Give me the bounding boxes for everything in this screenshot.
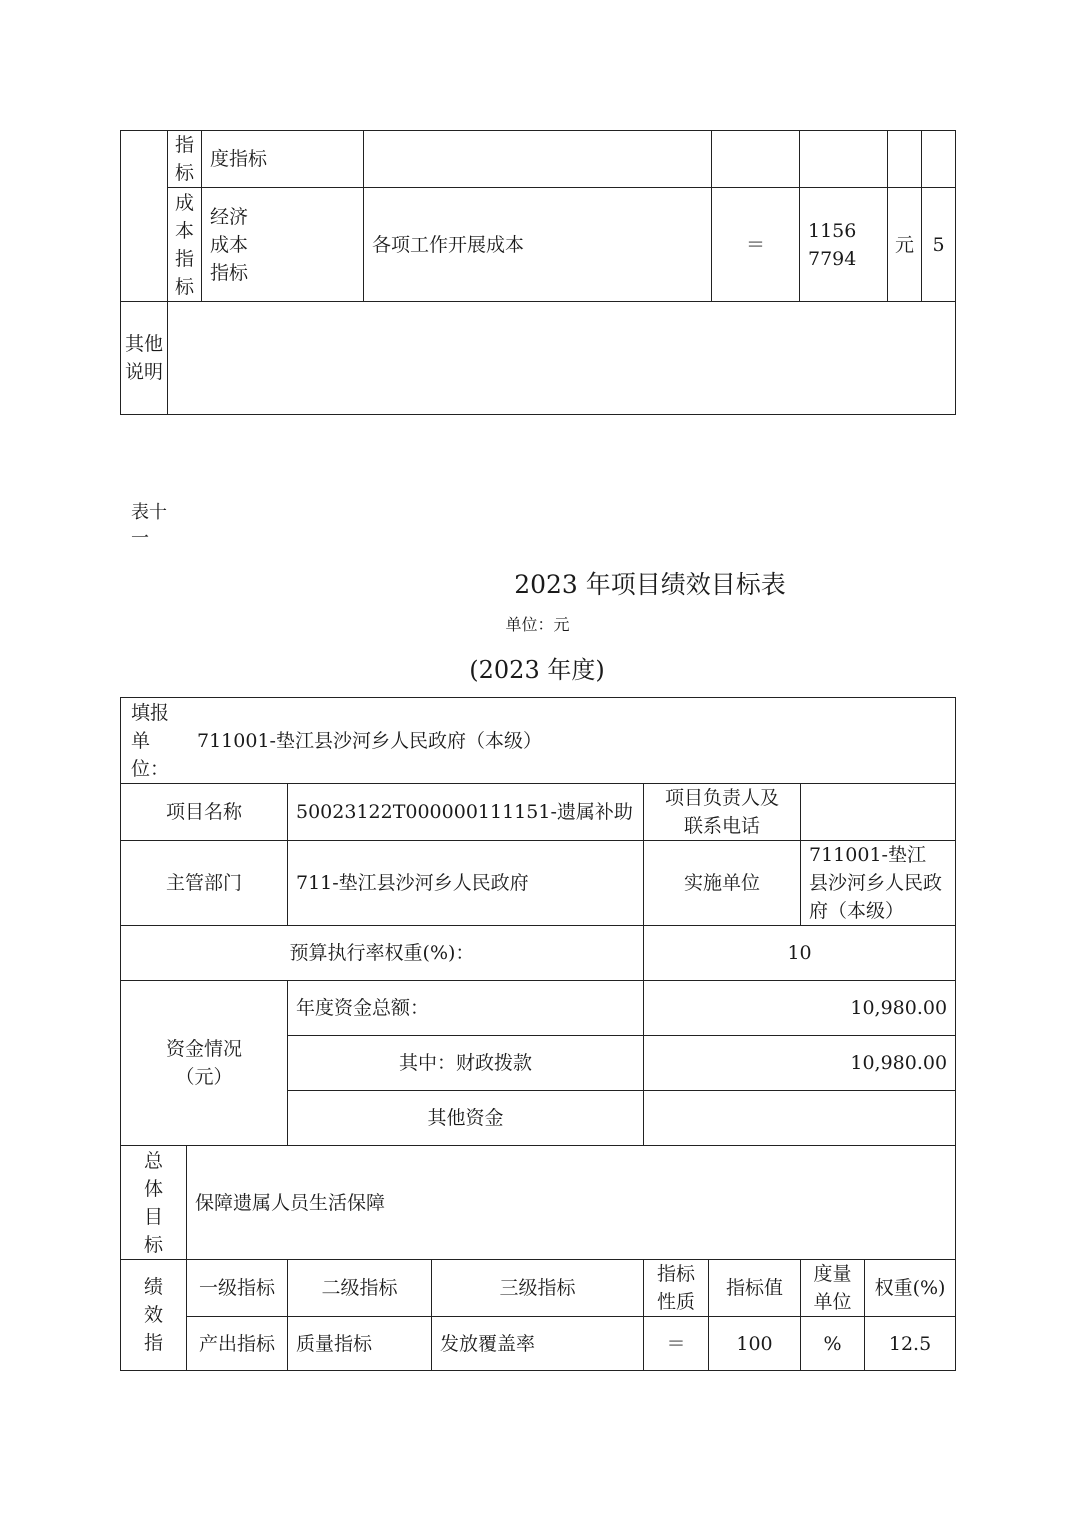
data-cell: 质量指标 (288, 1317, 432, 1371)
table-row (121, 131, 956, 188)
table-row (121, 1146, 956, 1260)
merged-left-cell (121, 131, 168, 302)
cost-value (800, 188, 888, 302)
goal-label-text: 总体目标 (143, 1149, 163, 1256)
table-row (121, 188, 956, 302)
impl-label: 实施单位 (644, 841, 801, 926)
table-number: 表十一 (131, 502, 167, 549)
table-row (121, 698, 956, 784)
header-cell: 三级指标 (432, 1260, 644, 1317)
page-title: 2023 年项目绩效目标表 (514, 570, 786, 599)
indicator-value-cell (712, 131, 800, 188)
header-cell-text: 度量单位 (813, 1263, 852, 1313)
project-name-label: 项目名称 (121, 784, 288, 841)
data-cell: ＝ (644, 1317, 709, 1371)
goal-value: 保障遗属人员生活保障 (187, 1146, 956, 1260)
indicator-value-cell (922, 131, 956, 188)
impl-value (801, 841, 956, 926)
budget-rate-value: 10 (644, 926, 956, 981)
economic-cost-label (202, 188, 364, 302)
perf-label (121, 1260, 187, 1371)
indicator-value-cell (888, 131, 922, 188)
budget-rate-label: 预算执行率权重(%)： (121, 926, 644, 981)
cost-indicator-label: 成本指标 (168, 188, 202, 302)
dept-value: 711-垫江县沙河乡人民政府 (288, 841, 644, 926)
contact-label (644, 784, 801, 841)
indicator-value-cell (364, 131, 712, 188)
table-row (121, 926, 956, 981)
impl-value-text: 711001-垫江县沙河乡人民政府（本级） (809, 844, 943, 922)
table-row (121, 1317, 956, 1371)
data-cell: 100 (709, 1317, 801, 1371)
data-cell: 发放覆盖率 (432, 1317, 644, 1371)
cost-operator: ＝ (712, 188, 800, 302)
filler-unit-cell (121, 698, 956, 784)
header-cell (801, 1260, 865, 1317)
cost-description: 各项工作开展成本 (364, 188, 712, 302)
other-funds-label: 其他资金 (288, 1091, 644, 1146)
fiscal-label: 其中：财政拨款 (288, 1036, 644, 1091)
filler-unit-row (131, 699, 947, 783)
indicator-value-cell (800, 131, 888, 188)
cost-unit: 元 (888, 188, 922, 302)
table-row (121, 841, 956, 926)
data-cell: 产出指标 (187, 1317, 288, 1371)
dept-label: 主管部门 (121, 841, 288, 926)
top-indicator-table (120, 130, 956, 415)
table-row (121, 1260, 956, 1317)
project-name-value: 50023122T000000111151-遗属补助 (288, 784, 644, 841)
filler-unit-label: 填报单位： (131, 701, 170, 780)
indicator-label-cell: 指标 (168, 131, 202, 188)
other-notes-label: 其他说明 (121, 302, 168, 415)
perf-label-text: 绩效指 (143, 1276, 163, 1354)
funds-label-text: 资金情况（元） (165, 1038, 242, 1088)
other-funds-value (644, 1091, 956, 1146)
cost-weight: 5 (922, 188, 956, 302)
other-notes-value (168, 302, 956, 415)
header-cell: 一级指标 (187, 1260, 288, 1317)
contact-value (801, 784, 956, 841)
contact-label-text: 项目负责人及联系电话 (664, 787, 779, 837)
table-row (121, 302, 956, 415)
filler-unit-value: 711001-垫江县沙河乡人民政府（本级） (197, 729, 542, 752)
header-cell: 权重(%) (865, 1260, 956, 1317)
table-row (121, 981, 956, 1036)
cost-value-text: 11567794 (808, 219, 857, 270)
unit-label: 单位：元 (505, 615, 570, 634)
annual-total-label: 年度资金总额： (288, 981, 644, 1036)
data-cell: 12.5 (865, 1317, 956, 1371)
goal-label (121, 1146, 187, 1260)
header-cell: 二级指标 (288, 1260, 432, 1317)
economic-cost-text: 经济成本指标 (210, 205, 249, 284)
table-row (121, 784, 956, 841)
funds-label (121, 981, 288, 1146)
fiscal-value: 10,980.00 (644, 1036, 956, 1091)
performance-target-table (120, 697, 956, 1371)
indicator-label-cell: 度指标 (202, 131, 364, 188)
header-cell-text: 指标性质 (656, 1263, 695, 1313)
annual-total-value: 10,980.00 (644, 981, 956, 1036)
header-cell: 指标值 (709, 1260, 801, 1317)
header-cell (644, 1260, 709, 1317)
data-cell: % (801, 1317, 865, 1371)
year-label: (2023 年度) (469, 656, 605, 684)
